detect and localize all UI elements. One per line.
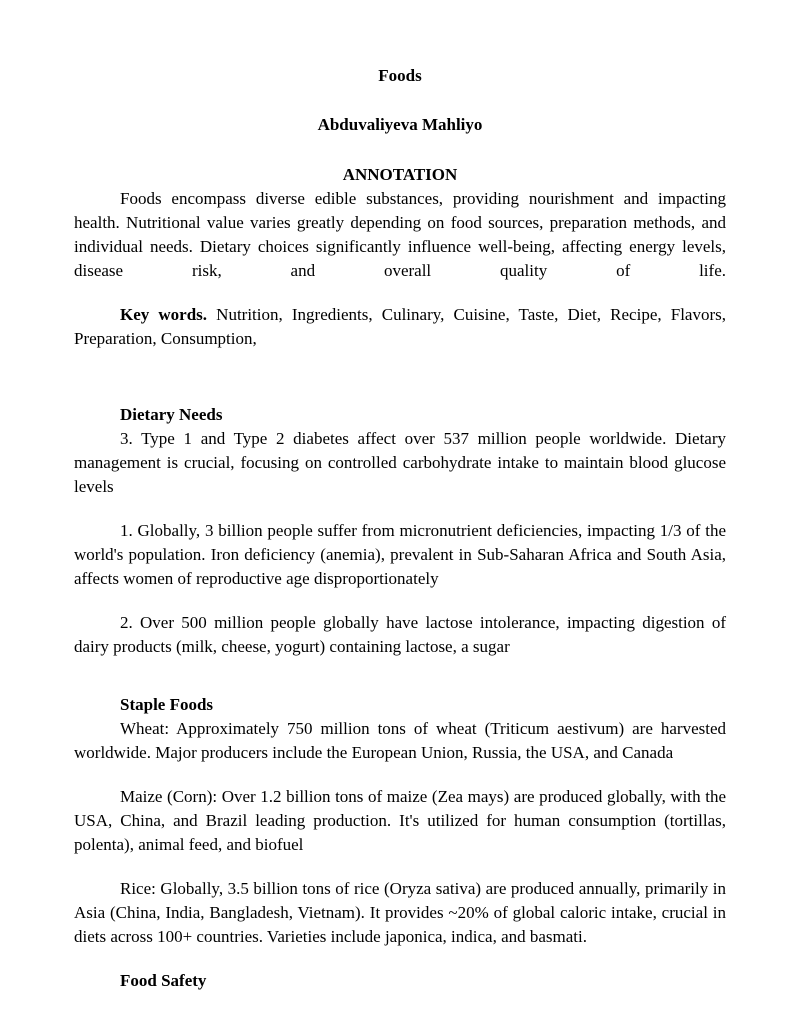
author-name: Abduvaliyeva Mahliyo xyxy=(317,115,483,134)
keywords-paragraph xyxy=(74,303,726,351)
annotation-text: Foods encompass diverse edible substances, providing nourishment and impacting health. Nutritional value varies greatly depending on food sources, preparation methods, and individual needs. Dietary choices significantly influence well-being, affecting energy levels, disease risk, and overall quality of life. xyxy=(74,189,726,280)
section-heading-food-safety: Food Safety xyxy=(120,971,207,990)
staple-paragraph: Wheat: Approximately 750 million tons of wheat (Triticum aestivum) are harvested worldwide. Major producers include the European Union, Russia, the USA, and Canada xyxy=(74,719,726,762)
document-title: Foods xyxy=(378,66,422,85)
annotation-heading: ANNOTATION xyxy=(342,165,458,184)
keywords-label: Key words. xyxy=(120,305,208,324)
dietary-paragraph: 2. Over 500 million people globally have lactose intolerance, impacting digestion of dairy products (milk, cheese, yogurt) containing lactose, a sugar xyxy=(74,613,726,656)
document-page xyxy=(74,64,726,993)
section-heading-dietary-needs: Dietary Needs xyxy=(120,405,223,424)
dietary-paragraph: 1. Globally, 3 billion people suffer from micronutrient deficiencies, impacting 1/3 of the world's population. Iron deficiency (anemia), prevalent in Sub-Saharan Africa and South Asia, affects women of reproductive age disproportionately xyxy=(74,521,726,588)
keywords-text: Nutrition, Ingredients, Culinary, Cuisine, Taste, Diet, Recipe, Flavors, Preparation, Consumption, xyxy=(74,305,726,348)
staple-paragraph: Rice: Globally, 3.5 billion tons of rice (Oryza sativa) are produced annually, primarily in Asia (China, India, Bangladesh, Vietnam). It provides ~20% of global caloric intake, crucial in diets across 100+ countries. Varieties include japonica, indica, and basmati. xyxy=(74,879,726,946)
dietary-paragraph: 3. Type 1 and Type 2 diabetes affect over 537 million people worldwide. Dietary management is crucial, focusing on controlled carbohydrate intake to maintain blood glucose levels xyxy=(74,429,726,496)
section-heading-staple-foods: Staple Foods xyxy=(120,695,214,714)
staple-paragraph: Maize (Corn): Over 1.2 billion tons of maize (Zea mays) are produced globally, with the USA, China, and Brazil leading production. It's utilized for human consumption (tortillas, polenta), animal feed, and biofuel xyxy=(74,787,726,854)
